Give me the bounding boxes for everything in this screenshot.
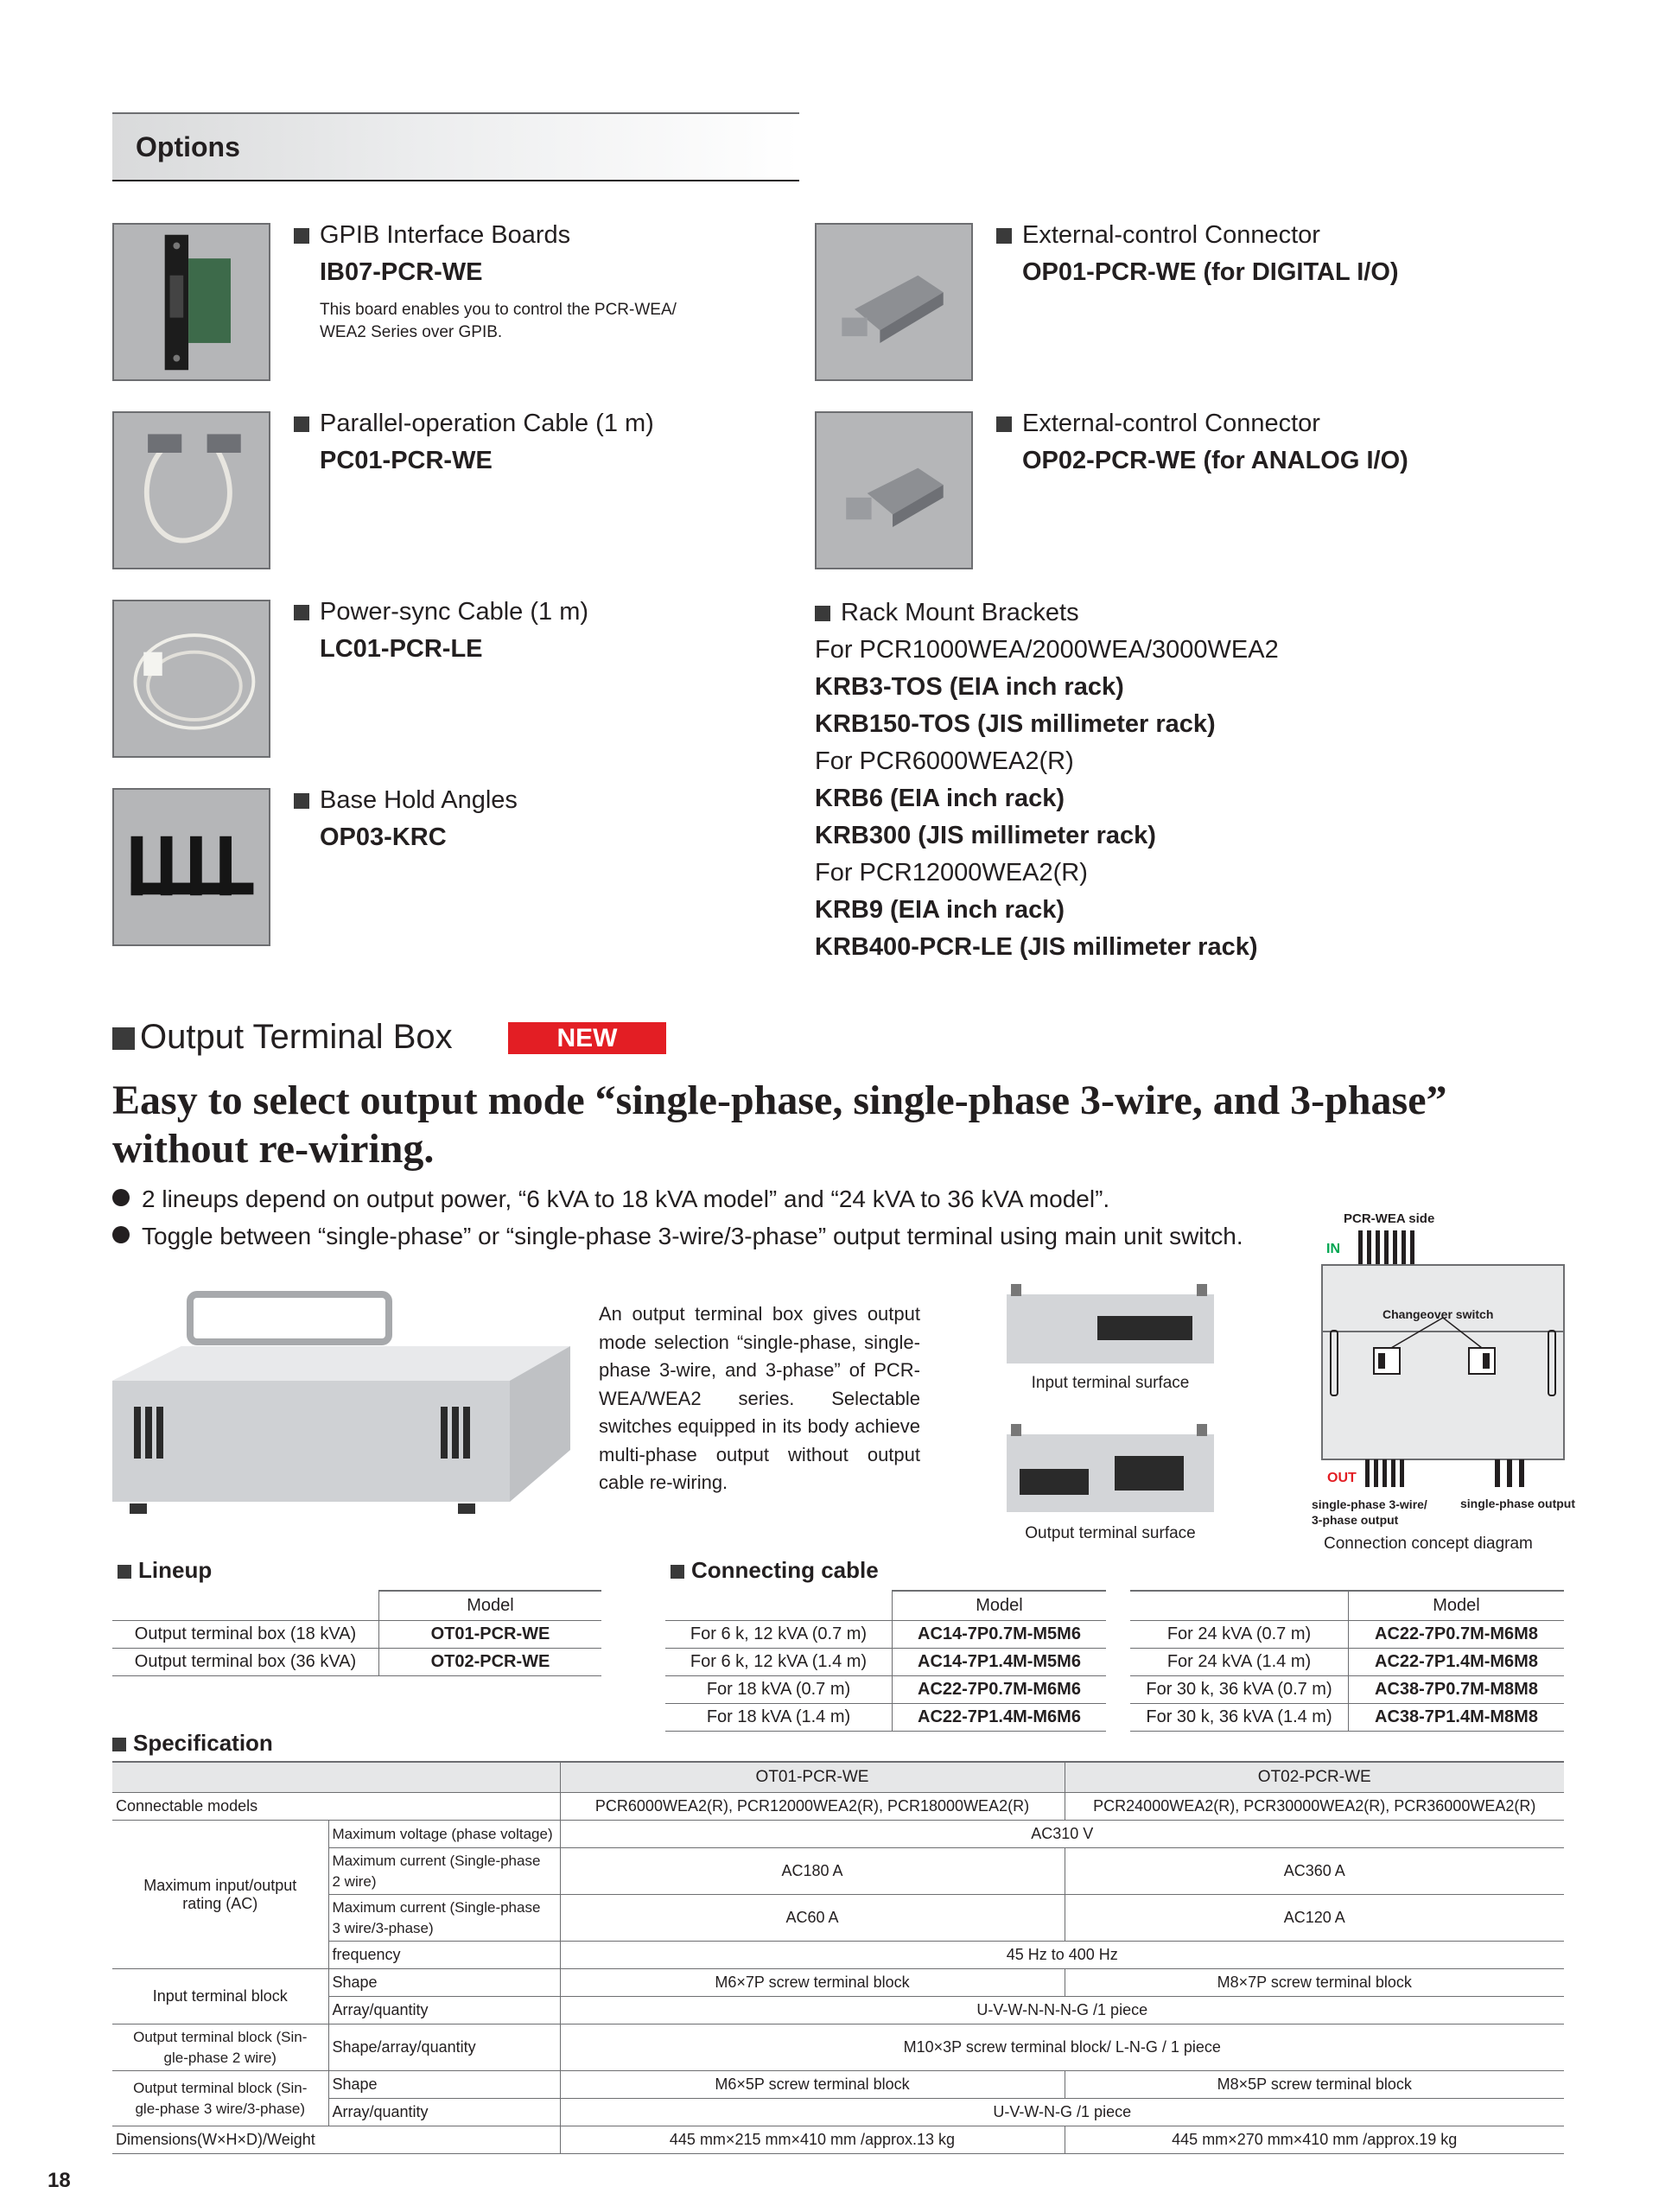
- spec-label-line: 2 wire): [332, 1872, 377, 1890]
- spec-value: M6×5P screw terminal block: [560, 2071, 1065, 2099]
- lineup-model-header: Model: [379, 1591, 602, 1621]
- bullet-text: 2 lineups depend on output power, “6 kVA to 18 kVA model” and “24 kVA to 36 kVA model”.: [142, 1185, 1110, 1212]
- cable-name: For 30 k, 36 kVA (0.7 m): [1130, 1676, 1349, 1704]
- option-title: Base Hold Angles: [320, 786, 518, 814]
- input-surface-caption: Input terminal surface: [1031, 1374, 1190, 1392]
- cable-name: For 18 kVA (1.4 m): [665, 1704, 893, 1732]
- spec-value: U-V-W-N-N-N-G /1 piece: [560, 1997, 1564, 2024]
- cable-table-right: [1130, 1590, 1564, 1732]
- table-row: [1130, 1676, 1564, 1704]
- spec-label: Maximum voltage (phase voltage): [328, 1821, 560, 1848]
- option-model: LC01-PCR-LE: [320, 635, 483, 663]
- option-base-hold: [294, 786, 518, 852]
- options-title: Options: [136, 131, 240, 162]
- otb-bullet-2: [112, 1223, 1243, 1250]
- spec-value: 445 mm×215 mm×410 mm /approx.13 kg: [560, 2126, 1065, 2154]
- spec-value: AC310 V: [560, 1821, 1564, 1848]
- spec-value: AC360 A: [1065, 1848, 1564, 1895]
- bullet-square-icon: [671, 1565, 684, 1579]
- rack-item: KRB3-TOS (EIA inch rack): [815, 673, 1124, 701]
- option-title: External-control Connector: [1022, 410, 1320, 437]
- rack-for: For PCR6000WEA2(R): [815, 747, 1074, 775]
- diagram-left-output: [1312, 1497, 1427, 1528]
- table-row: [665, 1704, 1106, 1732]
- spec-label-line: 3 wire/3-phase): [332, 1919, 434, 1936]
- diagram-in-label: IN: [1326, 1242, 1340, 1256]
- option-title: External-control Connector: [1022, 221, 1320, 249]
- spec-value: AC120 A: [1065, 1895, 1564, 1942]
- table-row: [112, 2071, 1564, 2099]
- bullet-dot-icon: [112, 1189, 130, 1206]
- table-row: [112, 1848, 1564, 1895]
- spec-col-header: OT01-PCR-WE: [560, 1762, 1065, 1793]
- spec-label: Shape: [328, 2071, 560, 2099]
- spec-value: 445 mm×270 mm×410 mm /approx.19 kg: [1065, 2126, 1564, 2154]
- table-row: [665, 1676, 1106, 1704]
- option-description: This board enables you to control the PCR-WEA/ WEA2 Series over GPIB.: [320, 301, 677, 341]
- option-op02: [996, 410, 1408, 475]
- cable-model: AC14-7P0.7M-M5M6: [893, 1621, 1107, 1649]
- otb-section-title: [112, 1018, 453, 1057]
- cable-empty-header: [665, 1591, 893, 1621]
- cable-title: Connecting cable: [691, 1557, 879, 1583]
- option-parallel-cable: [294, 410, 654, 475]
- cable-name: For 6 k, 12 kVA (1.4 m): [665, 1649, 893, 1676]
- table-row: [112, 1621, 601, 1649]
- op02-connector-image: [815, 411, 973, 569]
- page-number: 18: [48, 2169, 71, 2192]
- spec-value: U-V-W-N-G /1 piece: [560, 2099, 1564, 2126]
- table-row: [112, 1895, 1564, 1942]
- bullet-square-icon: [294, 228, 309, 244]
- rack-item: KRB150-TOS (JIS millimeter rack): [815, 710, 1216, 738]
- option-title: GPIB Interface Boards: [320, 221, 571, 249]
- bullet-square-icon: [294, 416, 309, 432]
- bullet-square-icon: [815, 606, 830, 621]
- spec-group-label: [112, 2024, 328, 2071]
- spec-value: PCR6000WEA2(R), PCR12000WEA2(R), PCR18000WEA2(R): [560, 1793, 1065, 1821]
- cable-name: For 30 k, 36 kVA (1.4 m): [1130, 1704, 1349, 1732]
- new-badge: NEW: [508, 1022, 666, 1054]
- spec-label: Array/quantity: [328, 1997, 560, 2024]
- lineup-table: [112, 1590, 601, 1676]
- rack-title: Rack Mount Brackets: [841, 599, 1079, 626]
- cable-name: For 6 k, 12 kVA (0.7 m): [665, 1621, 893, 1649]
- op01-connector-image: [815, 223, 973, 381]
- otb-bullet-1: [112, 1185, 1109, 1213]
- option-model: IB07-PCR-WE: [320, 258, 483, 286]
- cable-model-header: Model: [1349, 1591, 1565, 1621]
- input-surface-image: [1002, 1277, 1218, 1368]
- headline-line-1: Easy to select output mode “single-phase, single-phase 3-wire, and 3-phase”: [112, 1077, 1447, 1123]
- otb-headline: [112, 1077, 1581, 1173]
- spec-group-label-line: gle-phase 3 wire/3-phase): [135, 2100, 306, 2117]
- spec-empty-header: [112, 1762, 560, 1793]
- option-model: OP01-PCR-WE (for DIGITAL I/O): [1022, 258, 1399, 286]
- spec-group-label-line: Output terminal block (Sin-: [133, 2028, 308, 2045]
- cable-model: AC38-7P1.4M-M8M8: [1349, 1704, 1565, 1732]
- option-title: Parallel-operation Cable (1 m): [320, 410, 654, 437]
- table-row: [112, 1942, 1564, 1969]
- spec-heading: [112, 1730, 273, 1757]
- option-power-sync: [294, 598, 588, 664]
- table-row: [112, 2126, 1564, 2154]
- table-row: [112, 1969, 1564, 1997]
- table-row: [665, 1649, 1106, 1676]
- table-row: [1130, 1649, 1564, 1676]
- option-title: Power-sync Cable (1 m): [320, 598, 589, 626]
- spec-value: M6×7P screw terminal block: [560, 1969, 1065, 1997]
- cable-heading: [671, 1557, 879, 1584]
- spec-group-label: [112, 1821, 328, 1969]
- option-model: OP02-PCR-WE (for ANALOG I/O): [1022, 447, 1408, 474]
- power-sync-cable-image: [112, 600, 270, 758]
- diagram-out-label: OUT: [1327, 1471, 1357, 1485]
- spec-value: M8×5P screw terminal block: [1065, 2071, 1564, 2099]
- bullet-square-icon: [118, 1565, 131, 1579]
- rack-mount-section: [815, 594, 1279, 966]
- connection-diagram: [1305, 1210, 1590, 1555]
- output-surface-image: [1002, 1417, 1218, 1516]
- option-gpib: [294, 221, 717, 344]
- diagram-switch-label: Changeover switch: [1382, 1307, 1494, 1321]
- lineup-title: Lineup: [138, 1557, 213, 1583]
- spec-label: [328, 1895, 560, 1942]
- option-model: PC01-PCR-WE: [320, 447, 493, 474]
- otb-title-text: Output Terminal Box: [140, 1018, 453, 1056]
- options-header: [112, 112, 799, 181]
- spec-label: frequency: [328, 1942, 560, 1969]
- spec-label: [328, 1848, 560, 1895]
- diagram-left-output-line-1: single-phase 3-wire/: [1312, 1497, 1427, 1511]
- rack-item: KRB400-PCR-LE (JIS millimeter rack): [815, 933, 1258, 961]
- table-row: [112, 2099, 1564, 2126]
- cable-table-left: [665, 1590, 1106, 1732]
- table-row: [112, 1821, 1564, 1848]
- cable-model: AC38-7P0.7M-M8M8: [1349, 1676, 1565, 1704]
- spec-label: Array/quantity: [328, 2099, 560, 2126]
- headline-line-2: without re-wiring.: [112, 1126, 435, 1172]
- spec-title: Specification: [133, 1730, 273, 1756]
- cable-model: AC14-7P1.4M-M5M6: [893, 1649, 1107, 1676]
- cable-model: AC22-7P1.4M-M6M8: [1349, 1649, 1565, 1676]
- table-row: [112, 2024, 1564, 2071]
- spec-value: M10×3P screw terminal block/ L-N-G / 1 piece: [560, 2024, 1564, 2071]
- diagram-caption: Connection concept diagram: [1324, 1535, 1533, 1553]
- option-op01: [996, 221, 1399, 287]
- spec-value: PCR24000WEA2(R), PCR30000WEA2(R), PCR36000WEA2(R): [1065, 1793, 1564, 1821]
- terminal-box-photo: [112, 1277, 570, 1519]
- table-row: [112, 1997, 1564, 2024]
- table-row: [1130, 1704, 1564, 1732]
- cable-name: For 24 kVA (1.4 m): [1130, 1649, 1349, 1676]
- cable-name: For 18 kVA (0.7 m): [665, 1676, 893, 1704]
- cable-model: AC22-7P0.7M-M6M8: [1349, 1621, 1565, 1649]
- bullet-square-icon: [294, 793, 309, 809]
- otb-intro: An output terminal box gives output mode selection “single-phase, single-phase 3-wire, and 3-phase” of PCR-WEA/WEA2 series. Selectable switches equipped in its body achieve multi-phase output without output cable re-wiring.: [599, 1303, 920, 1493]
- table-row: [112, 1649, 601, 1676]
- spec-label-line: Maximum current (Single-phase: [332, 1898, 541, 1916]
- cable-name: For 24 kVA (0.7 m): [1130, 1621, 1349, 1649]
- spec-group-label-line: Output terminal block (Sin-: [133, 2079, 308, 2096]
- spec-value: AC180 A: [560, 1848, 1065, 1895]
- rack-for: For PCR12000WEA2(R): [815, 859, 1088, 887]
- output-surface-caption: Output terminal surface: [1025, 1524, 1196, 1542]
- diagram-left-output-line-2: 3-phase output: [1312, 1513, 1399, 1527]
- cable-model-header: Model: [893, 1591, 1107, 1621]
- lineup-heading: [118, 1557, 212, 1584]
- bullet-square-icon: [996, 416, 1012, 432]
- diagram-right-output: single-phase output: [1460, 1497, 1575, 1510]
- spec-value: 45 Hz to 400 Hz: [560, 1942, 1564, 1969]
- spec-table: [112, 1761, 1564, 2154]
- bullet-dot-icon: [112, 1226, 130, 1243]
- rack-item: KRB9 (EIA inch rack): [815, 896, 1065, 924]
- gpib-board-image: [112, 223, 270, 381]
- spec-value: AC60 A: [560, 1895, 1065, 1942]
- lineup-model: OT01-PCR-WE: [379, 1621, 602, 1649]
- bullet-square-icon: [112, 1027, 135, 1050]
- spec-label: Shape/array/quantity: [328, 2024, 560, 2071]
- spec-group-label-line: rating (AC): [182, 1894, 258, 1912]
- lineup-model: OT02-PCR-WE: [379, 1649, 602, 1676]
- bullet-text: Toggle between “single-phase” or “single-phase 3-wire/3-phase” output terminal using main unit switch.: [142, 1223, 1243, 1249]
- spec-label: Dimensions(W×H×D)/Weight: [112, 2126, 560, 2154]
- option-model: OP03-KRC: [320, 823, 447, 851]
- table-row: [665, 1621, 1106, 1649]
- spec-group-label-line: gle-phase 2 wire): [163, 2049, 276, 2066]
- spec-label: Connectable models: [112, 1793, 560, 1821]
- bullet-square-icon: [294, 605, 309, 620]
- parallel-cable-image: [112, 411, 270, 569]
- table-row: [112, 1762, 1564, 1793]
- spec-group-label: [112, 2071, 328, 2126]
- rack-item: KRB300 (JIS millimeter rack): [815, 822, 1156, 849]
- diagram-side-label: PCR-WEA side: [1344, 1211, 1435, 1226]
- spec-label: Shape: [328, 1969, 560, 1997]
- spec-col-header: OT02-PCR-WE: [1065, 1762, 1564, 1793]
- spec-group-label: Input terminal block: [112, 1969, 328, 2024]
- table-row: [1130, 1621, 1564, 1649]
- spec-value: M8×7P screw terminal block: [1065, 1969, 1564, 1997]
- rack-for: For PCR1000WEA/2000WEA/3000WEA2: [815, 636, 1279, 664]
- spec-group-label-line: Maximum input/output: [143, 1876, 297, 1894]
- cable-empty-header: [1130, 1591, 1349, 1621]
- base-hold-angles-image: [112, 788, 270, 946]
- bullet-square-icon: [112, 1738, 126, 1751]
- cable-model: AC22-7P1.4M-M6M6: [893, 1704, 1107, 1732]
- table-row: [112, 1793, 1564, 1821]
- lineup-name: Output terminal box (18 kVA): [112, 1621, 379, 1649]
- lineup-name: Output terminal box (36 kVA): [112, 1649, 379, 1676]
- rack-item: KRB6 (EIA inch rack): [815, 785, 1065, 812]
- spec-label-line: Maximum current (Single-phase: [332, 1852, 541, 1869]
- bullet-square-icon: [996, 228, 1012, 244]
- lineup-empty-header: [112, 1591, 379, 1621]
- cable-model: AC22-7P0.7M-M6M6: [893, 1676, 1107, 1704]
